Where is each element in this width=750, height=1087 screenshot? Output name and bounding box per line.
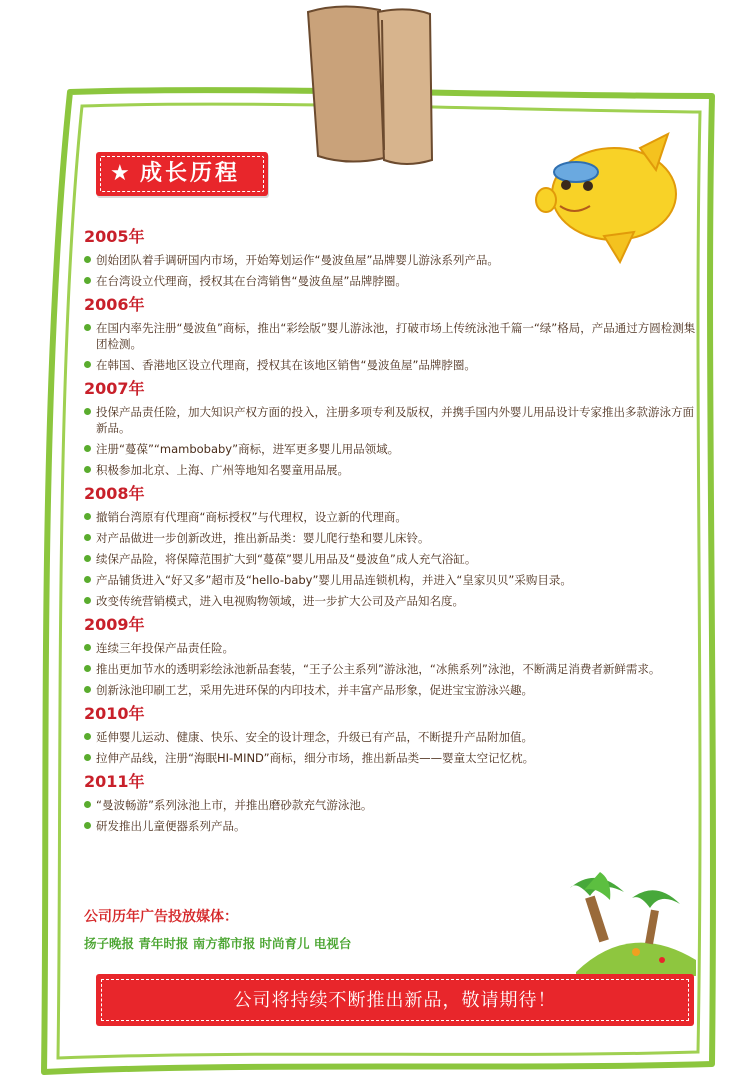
palm-island (570, 872, 696, 976)
timeline-year-block (84, 771, 704, 834)
bullet-icon (84, 466, 91, 473)
bullet-icon (84, 733, 91, 740)
bullet-icon (84, 576, 91, 583)
wooden-clip (308, 6, 432, 164)
timeline-item: 连续三年投保产品责任险。 (84, 640, 704, 656)
bullet-icon (84, 644, 91, 651)
bullet-icon (84, 597, 91, 604)
media-list: 扬子晚报 青年时报 南方都市报 时尚育儿 电视台 (84, 936, 352, 951)
bullet-icon (84, 534, 91, 541)
timeline-item: 改变传统营销模式，进入电视购物领域，进一步扩大公司及产品知名度。 (84, 593, 704, 609)
bullet-icon (84, 665, 91, 672)
footer-banner (96, 974, 694, 1026)
timeline-item: 积极参加北京、上海、广州等地知名婴童用品展。 (84, 462, 704, 478)
timeline-item: 创新泳池印刷工艺，采用先进环保的内印技术，并丰富产品形象，促进宝宝游泳兴趣。 (84, 682, 704, 698)
timeline-year-block (84, 614, 704, 698)
bullet-icon (84, 555, 91, 562)
timeline-year-block (84, 483, 704, 609)
bullet-icon (84, 513, 91, 520)
bullet-icon (84, 445, 91, 452)
bullet-icon (84, 754, 91, 761)
timeline-item: 产品铺货进入“好又多”超市及“hello-baby”婴儿用品连锁机构，并进入“皇家贝贝”采购目录。 (84, 572, 704, 588)
timeline-item: 在台湾设立代理商，授权其在台湾销售“曼波鱼屋”品牌脖圈。 (84, 273, 704, 289)
timeline-item: 对产品做进一步创新改进，推出新品类：婴儿爬行垫和婴儿床铃。 (84, 530, 704, 546)
year-heading: 2009年 (84, 615, 145, 634)
footer-text: 公司将持续不断推出新品，敬请期待！ (233, 990, 557, 1011)
bullet-icon (84, 686, 91, 693)
timeline-year-block (84, 378, 704, 478)
timeline-item: 延伸婴儿运动、健康、快乐、安全的设计理念，升级已有产品，不断提升产品附加值。 (84, 729, 704, 745)
bullet-icon (84, 361, 91, 368)
timeline-year-block (84, 226, 704, 289)
timeline-item: 注册“蔓葆”“mambobaby”商标，进军更多婴儿用品领域。 (84, 441, 704, 457)
timeline-item: 拉伸产品线，注册“海眠HI-MIND”商标，细分市场，推出新品类——婴童太空记忆枕。 (84, 750, 704, 766)
bullet-icon (84, 822, 91, 829)
year-heading: 2008年 (84, 484, 145, 503)
timeline-item: 推出更加节水的透明彩绘泳池新品套装，“王子公主系列”游泳池，“冰熊系列”泳池，不断满足消费者新鲜需求。 (84, 661, 704, 677)
bullet-icon (84, 324, 91, 331)
timeline-year-block (84, 294, 704, 373)
timeline-item: 在国内率先注册“曼波鱼”商标，推出“彩绘版”婴儿游泳池，打破市场上传统泳池千篇一“绿”格局，产品通过方圆检测集团检测。 (84, 320, 704, 352)
year-heading: 2006年 (84, 295, 145, 314)
year-heading: 2011年 (84, 772, 145, 791)
timeline (84, 222, 704, 839)
year-heading: 2007年 (84, 379, 145, 398)
section-title: 成长历程 (140, 161, 241, 186)
timeline-item: 研发推出儿童便器系列产品。 (84, 818, 704, 834)
timeline-year-block (84, 703, 704, 766)
year-heading: 2005年 (84, 227, 145, 246)
bullet-icon (84, 408, 91, 415)
star-icon: ★ (110, 161, 130, 186)
bullet-icon (84, 256, 91, 263)
timeline-item: 续保产品险，将保障范围扩大到“蔓葆”婴儿用品及“曼波鱼”成人充气浴缸。 (84, 551, 704, 567)
timeline-item: 创始团队着手调研国内市场，开始筹划运作“曼波鱼屋”品牌婴儿游泳系列产品。 (84, 252, 704, 268)
media-title: 公司历年广告投放媒体： (84, 909, 238, 925)
year-heading: 2010年 (84, 704, 145, 723)
bullet-icon (84, 801, 91, 808)
timeline-item: 投保产品责任险，加大知识产权方面的投入，注册多项专利及版权，并携手国内外婴儿用品设计专家推出多款游泳方面新品。 (84, 404, 704, 436)
timeline-item: 撤销台湾原有代理商“商标授权”与代理权，设立新的代理商。 (84, 509, 704, 525)
bullet-icon (84, 277, 91, 284)
timeline-item: 在韩国、香港地区设立代理商，授权其在该地区销售“曼波鱼屋”品牌脖圈。 (84, 357, 704, 373)
timeline-item: “曼波畅游”系列泳池上市，并推出磨砂款充气游泳池。 (84, 797, 704, 813)
section-title-badge (96, 152, 268, 196)
